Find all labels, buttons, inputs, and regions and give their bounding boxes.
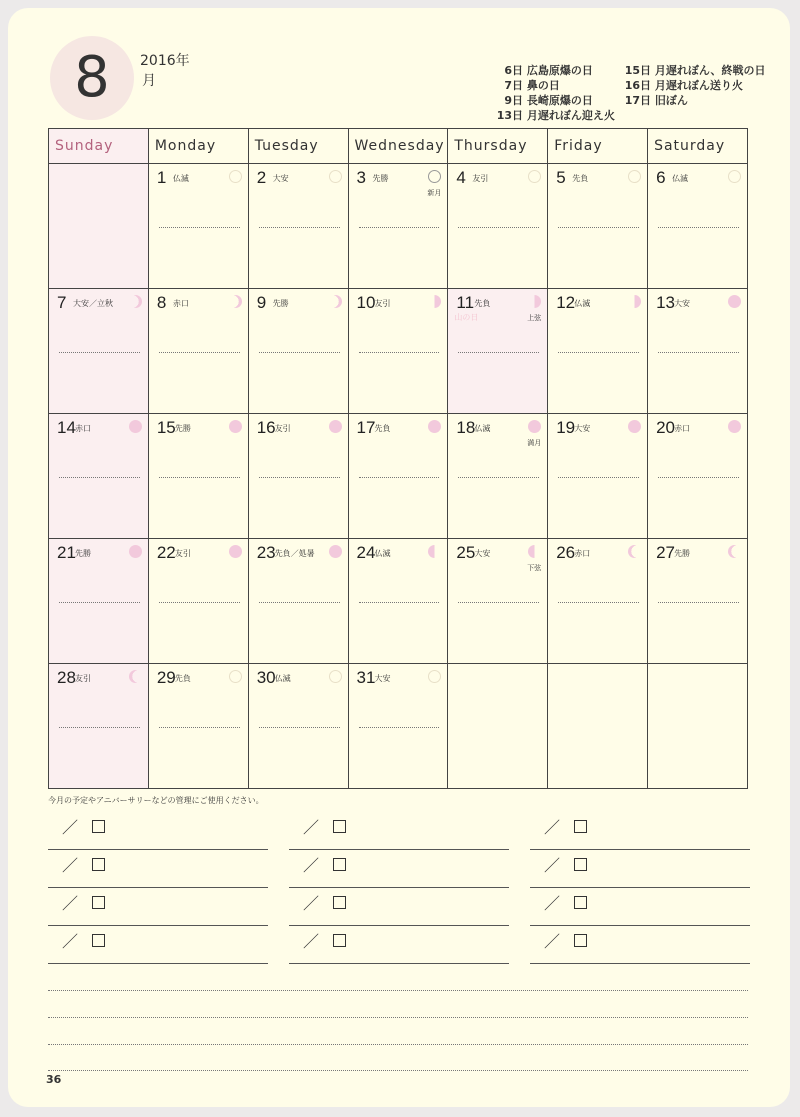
day-number: 30 (256, 668, 276, 687)
checklist-column-3 (530, 812, 750, 964)
date-slash: ／ (62, 894, 79, 913)
day-number: 28 (57, 668, 76, 687)
day-number: 13 (656, 293, 675, 312)
checklist-row[interactable] (48, 926, 268, 964)
day-number: 29 (156, 668, 176, 687)
empty-day-cell (548, 664, 648, 789)
day-cell-22[interactable] (148, 539, 248, 664)
day-note-line[interactable] (59, 477, 140, 478)
rokuyo-label: 先勝 (75, 549, 91, 558)
moon-phase-icon (229, 170, 242, 183)
holiday-date-suffix: 日 (640, 64, 651, 77)
rokuyo-label: 友引 (75, 674, 91, 683)
day-number: 5 (556, 168, 566, 187)
day-number: 7 (57, 293, 67, 312)
holiday-list-left (478, 62, 615, 122)
moon-phase-icon (229, 295, 242, 308)
moon-phase-label: 新月 (427, 189, 442, 197)
day-note-line[interactable] (259, 477, 340, 478)
rokuyo-label: 赤口 (674, 424, 691, 433)
holiday-date: 6 (504, 64, 512, 77)
checklist-row[interactable] (530, 888, 750, 926)
day-number: 11 (456, 293, 475, 312)
day-note-line[interactable] (259, 227, 340, 228)
day-number: 22 (156, 543, 176, 562)
date-slash: ／ (303, 894, 320, 913)
checkbox-icon[interactable] (92, 820, 105, 833)
rokuyo-label: 先負 (572, 174, 589, 183)
holiday-date-suffix: 日 (640, 94, 651, 107)
date-slash: ／ (544, 818, 561, 837)
moon-phase-icon (528, 170, 541, 183)
checkbox-icon[interactable] (333, 820, 346, 833)
moon-phase-icon (628, 295, 641, 308)
moon-phase-icon (428, 670, 441, 683)
checklist-row[interactable] (530, 812, 750, 850)
day-note-line[interactable] (359, 352, 440, 353)
day-cell-20[interactable] (648, 414, 748, 539)
checklist-row[interactable] (530, 926, 750, 964)
holiday-date-suffix: 日 (512, 64, 523, 77)
holiday-name: 広島原爆の日 (526, 64, 593, 77)
day-note-line[interactable] (259, 602, 340, 603)
day-number: 26 (556, 543, 576, 562)
day-number: 24 (356, 543, 376, 562)
rokuyo-label: 大安 (574, 424, 591, 433)
holiday-entry (478, 77, 615, 92)
year-label: 2016年 (140, 53, 190, 69)
moon-phase-icon (329, 670, 342, 683)
memo-line[interactable] (48, 1070, 748, 1071)
moon-phase-icon (428, 295, 441, 308)
day-number: 20 (656, 418, 675, 437)
day-cell-26[interactable] (548, 539, 648, 664)
week-row (49, 539, 748, 664)
moon-phase-icon (329, 295, 342, 308)
moon-phase-label: 満月 (527, 439, 542, 447)
day-number: 16 (256, 418, 276, 437)
moon-phase-icon (129, 420, 142, 433)
day-number: 18 (456, 418, 476, 437)
date-slash: ／ (62, 818, 79, 837)
moon-phase-icon (329, 420, 342, 433)
day-note-line[interactable] (558, 227, 639, 228)
day-number: 27 (656, 543, 675, 562)
checklist-row[interactable] (289, 888, 509, 926)
day-note-line[interactable] (458, 352, 539, 353)
checklist-row[interactable] (289, 850, 509, 888)
memo-line[interactable] (48, 1044, 748, 1045)
day-cell-5[interactable] (548, 164, 648, 289)
day-note-line[interactable] (59, 727, 140, 728)
moon-phase-label: 上弦 (527, 314, 542, 322)
day-cell-31[interactable] (348, 664, 448, 789)
day-cell-7[interactable] (49, 289, 149, 414)
rokuyo-label: 先勝 (272, 299, 289, 308)
day-number: 31 (356, 668, 376, 687)
day-cell-29[interactable] (148, 664, 248, 789)
day-note-line[interactable] (658, 352, 739, 353)
holiday-name: 旧ぼん (654, 94, 688, 107)
holiday-date: 7 (504, 79, 512, 92)
day-note-line[interactable] (458, 477, 539, 478)
day-note-line[interactable] (159, 477, 240, 478)
date-slash: ／ (303, 856, 320, 875)
day-note-line[interactable] (658, 602, 739, 603)
day-cell-15[interactable] (148, 414, 248, 539)
holiday-entry (478, 107, 615, 122)
date-slash: ／ (544, 932, 561, 951)
day-note-line[interactable] (458, 602, 539, 603)
moon-phase-icon (229, 545, 242, 558)
day-note-line[interactable] (259, 727, 340, 728)
day-cell-6[interactable] (648, 164, 748, 289)
day-note-line[interactable] (558, 602, 639, 603)
moon-phase-icon (628, 420, 641, 433)
day-cell-19[interactable] (548, 414, 648, 539)
day-note-line[interactable] (259, 352, 340, 353)
calendar-grid (48, 128, 748, 789)
holiday-entry (478, 62, 615, 77)
weekday-header-sunday: Sunday (49, 129, 149, 164)
rokuyo-label: 友引 (174, 549, 191, 558)
date-slash: ／ (62, 932, 79, 951)
moon-phase-icon (129, 295, 142, 308)
checkbox-icon[interactable] (574, 820, 587, 833)
moon-phase-icon (728, 420, 741, 433)
moon-phase-icon (428, 420, 441, 433)
day-number: 23 (256, 543, 276, 562)
day-note-line[interactable] (658, 227, 739, 228)
rokuyo-label: 赤口 (172, 299, 189, 308)
day-cell-1[interactable] (148, 164, 248, 289)
rokuyo-label: 大安／立秋 (73, 299, 113, 308)
day-cell-11[interactable] (448, 289, 548, 414)
day-note-line[interactable] (558, 477, 639, 478)
day-note-line[interactable] (359, 602, 440, 603)
day-number: 8 (156, 293, 167, 312)
day-cell-12[interactable] (548, 289, 648, 414)
day-cell-28[interactable] (49, 664, 149, 789)
day-note-line[interactable] (359, 477, 440, 478)
holiday-list-right (606, 62, 766, 107)
day-cell-3[interactable] (348, 164, 448, 289)
holiday-date-suffix: 日 (640, 79, 651, 92)
rokuyo-label: 先負 (174, 674, 191, 683)
day-number: 9 (256, 293, 267, 312)
day-number: 2 (256, 168, 267, 187)
day-number: 19 (556, 418, 576, 437)
day-number: 15 (156, 418, 176, 437)
day-cell-25[interactable] (448, 539, 548, 664)
day-number: 17 (356, 418, 376, 437)
holiday-name: 月遅れぼん送り火 (654, 79, 743, 92)
checkbox-icon[interactable] (574, 858, 587, 871)
day-cell-24[interactable] (348, 539, 448, 664)
holiday-date: 16 (624, 79, 640, 92)
holiday-entry (478, 92, 615, 107)
checkbox-icon[interactable] (574, 934, 587, 947)
day-note-line[interactable] (59, 352, 140, 353)
moon-phase-icon (428, 545, 441, 558)
empty-day-cell (648, 664, 748, 789)
memo-line[interactable] (48, 1017, 748, 1018)
rokuyo-label: 友引 (374, 299, 391, 308)
holiday-date: 9 (504, 94, 512, 107)
moon-phase-icon (528, 295, 541, 308)
checklist-row[interactable] (289, 926, 509, 964)
checkbox-icon[interactable] (333, 934, 346, 947)
rokuyo-label: 仏滅 (374, 549, 391, 558)
holiday-name: 長崎原爆の日 (526, 94, 593, 107)
checklist-row[interactable] (48, 812, 268, 850)
day-cell-21[interactable] (49, 539, 149, 664)
checklist-column-1 (48, 812, 268, 964)
moon-phase-icon (129, 670, 142, 683)
holiday-date-suffix: 日 (512, 109, 523, 122)
weekday-header-row (49, 129, 748, 164)
memo-line[interactable] (48, 990, 748, 991)
day-number: 21 (57, 543, 76, 562)
rokuyo-label: 赤口 (75, 424, 91, 433)
checklist-row[interactable] (530, 850, 750, 888)
holiday-date: 17 (624, 94, 640, 107)
day-number: 12 (556, 293, 576, 312)
day-number: 1 (156, 168, 167, 187)
holiday-date-suffix: 日 (512, 79, 523, 92)
rokuyo-label: 仏滅 (672, 174, 689, 183)
checkbox-icon[interactable] (333, 858, 346, 871)
week-row (49, 664, 748, 789)
day-note-line[interactable] (159, 727, 240, 728)
moon-phase-icon (628, 545, 641, 558)
empty-day-cell (49, 164, 149, 289)
moon-phase-icon (229, 670, 242, 683)
day-number: 4 (456, 168, 466, 187)
checklist-row[interactable] (48, 850, 268, 888)
holiday-name: 鼻の日 (526, 79, 560, 92)
day-number: 25 (456, 543, 476, 562)
checkbox-icon[interactable] (333, 896, 346, 909)
moon-phase-icon (528, 545, 541, 558)
checklist-row[interactable] (48, 888, 268, 926)
rokuyo-label: 先勝 (372, 174, 389, 183)
checklist-column-2 (289, 812, 509, 964)
date-slash: ／ (544, 856, 561, 875)
day-number: 10 (356, 293, 376, 312)
day-note-line[interactable] (558, 352, 639, 353)
day-cell-14[interactable] (49, 414, 149, 539)
day-note-line[interactable] (658, 477, 739, 478)
moon-phase-label: 下弦 (527, 564, 542, 572)
day-note-line[interactable] (159, 602, 240, 603)
holiday-date-suffix: 日 (512, 94, 523, 107)
holiday-date: 15 (624, 64, 640, 77)
day-cell-18[interactable] (448, 414, 548, 539)
rokuyo-label: 先負 (374, 424, 391, 433)
week-row (49, 289, 748, 414)
moon-phase-icon (329, 545, 342, 558)
week-row (49, 414, 748, 539)
day-cell-10[interactable] (348, 289, 448, 414)
month-kanji-label: 月 (142, 73, 156, 89)
rokuyo-label: 仏滅 (574, 299, 591, 308)
rokuyo-label: 友引 (274, 424, 291, 433)
checkbox-icon[interactable] (92, 934, 105, 947)
moon-phase-icon (229, 420, 242, 433)
day-number: 14 (57, 418, 76, 437)
moon-phase-icon (528, 420, 541, 433)
weekday-header-wednesday: Wednesday (348, 129, 448, 164)
day-note-line[interactable] (159, 352, 240, 353)
moon-phase-icon (728, 170, 741, 183)
holiday-entry (606, 77, 766, 92)
moon-phase-icon (129, 545, 142, 558)
rokuyo-label: 大安 (374, 674, 391, 683)
holiday-date: 13 (496, 109, 512, 122)
weekday-header-tuesday: Tuesday (248, 129, 348, 164)
date-slash: ／ (303, 818, 320, 837)
checkbox-icon[interactable] (92, 896, 105, 909)
date-slash: ／ (62, 856, 79, 875)
day-number: 3 (356, 168, 366, 187)
day-cell-27[interactable] (648, 539, 748, 664)
rokuyo-label: 先負／処暑 (274, 549, 315, 558)
rokuyo-label: 先勝 (674, 549, 691, 558)
moon-phase-icon (428, 170, 441, 183)
rokuyo-label: 先負 (474, 299, 491, 308)
page-number: 36 (46, 1073, 62, 1086)
date-slash: ／ (544, 894, 561, 913)
notes-caption: 今月の予定やアニバーサリーなどの管理にご使用ください。 (48, 796, 264, 805)
day-number: 6 (656, 168, 666, 187)
checkbox-icon[interactable] (574, 896, 587, 909)
rokuyo-label: 仏滅 (274, 674, 291, 683)
moon-phase-icon (728, 545, 741, 558)
day-cell-30[interactable] (248, 664, 348, 789)
week-row (49, 164, 748, 289)
day-note-line[interactable] (359, 727, 440, 728)
empty-day-cell (448, 664, 548, 789)
weekday-header-saturday: Saturday (648, 129, 748, 164)
rokuyo-label: 仏滅 (474, 424, 491, 433)
rokuyo-label: 仏滅 (172, 174, 189, 183)
national-holiday-label: 山の日 (454, 313, 479, 322)
month-number: 8 (74, 45, 110, 110)
day-cell-17[interactable] (348, 414, 448, 539)
day-cell-2[interactable] (248, 164, 348, 289)
rokuyo-label: 友引 (472, 174, 489, 183)
rokuyo-label: 大安 (474, 549, 491, 558)
day-cell-16[interactable] (248, 414, 348, 539)
holiday-name: 月遅れぼん、終戦の日 (654, 64, 766, 77)
checklist-row[interactable] (289, 812, 509, 850)
day-note-line[interactable] (59, 602, 140, 603)
checkbox-icon[interactable] (92, 858, 105, 871)
day-cell-13[interactable] (648, 289, 748, 414)
day-cell-9[interactable] (248, 289, 348, 414)
moon-phase-icon (329, 170, 342, 183)
month-badge (50, 36, 134, 120)
day-cell-23[interactable] (248, 539, 348, 664)
moon-phase-icon (628, 170, 641, 183)
day-note-line[interactable] (359, 227, 440, 228)
day-cell-4[interactable] (448, 164, 548, 289)
moon-phase-icon (728, 295, 741, 308)
holiday-entry (606, 92, 766, 107)
holiday-name: 月遅れぼん迎え火 (526, 109, 615, 122)
rokuyo-label: 大安 (674, 299, 691, 308)
day-note-line[interactable] (458, 227, 539, 228)
day-note-line[interactable] (159, 227, 240, 228)
rokuyo-label: 大安 (272, 174, 289, 183)
date-slash: ／ (303, 932, 320, 951)
rokuyo-label: 先勝 (174, 424, 191, 433)
day-cell-8[interactable] (148, 289, 248, 414)
weekday-header-monday: Monday (148, 129, 248, 164)
weekday-header-friday: Friday (548, 129, 648, 164)
rokuyo-label: 赤口 (574, 549, 591, 558)
holiday-entry (606, 62, 766, 77)
weekday-header-thursday: Thursday (448, 129, 548, 164)
